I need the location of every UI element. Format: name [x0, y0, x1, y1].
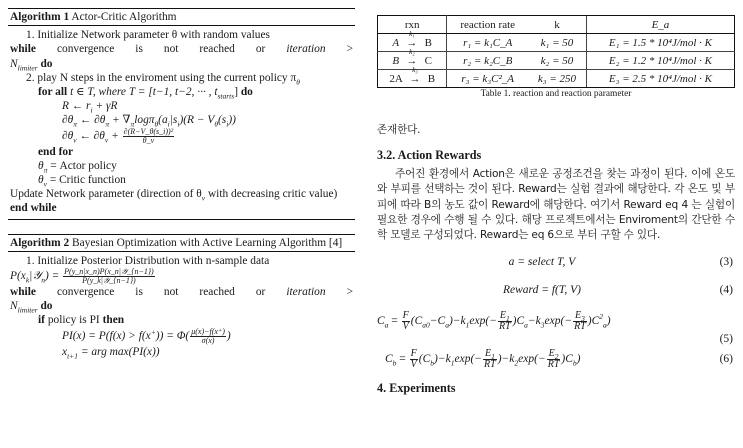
k-cell: k₃ = 250	[528, 70, 586, 88]
eq5-body: $C_a$ = $\frac{F}{V}$ $(C_{a0}-C_a)-k_1\exp(-$ $\frac{E_1}{RT}$ )$C_a-k_3\exp(-$ $\frac{E_3}{RT}$ )$C^2_a$)	[377, 310, 611, 333]
table-row	[378, 52, 735, 70]
alg1-while-keyword: while	[10, 43, 36, 56]
alg1-v-plus: +	[111, 129, 119, 142]
alg2-post-lhs: P(x	[10, 270, 26, 283]
alg2-post-den: P(y_k|𝒴_{n−1})	[82, 276, 136, 286]
alg1-tpi-sub: π	[43, 165, 48, 175]
alg1-update-text: Update Network parameter (direction of θ	[10, 188, 202, 201]
alg2-pi-fraction	[190, 328, 226, 345]
algorithm-1-number: Algorithm 1	[10, 11, 70, 23]
alg2-if-text: policy is PI	[47, 314, 100, 327]
alg2-pi-eq-sup: +	[150, 326, 156, 336]
alg1-pi-si: (s	[218, 114, 227, 127]
equations-block	[377, 251, 735, 373]
header-rate: reaction rate	[447, 16, 528, 34]
alg2-if-keyword: if	[38, 314, 45, 327]
equation-5	[377, 307, 735, 335]
eq4-body: Reward = f(T, V)	[502, 284, 582, 297]
section-4-heading: 4. Experiments	[377, 381, 456, 396]
alg2-if	[10, 313, 353, 327]
left-column	[8, 0, 355, 362]
alg1-pi-update: $\partial\theta_\pi$ ← $\partial\theta_\pi + \nabla_\pi\log\pi_\theta(a_i|s_i)(R - V_\theta(s_i))$	[62, 114, 236, 129]
algorithm-1-box	[8, 8, 355, 220]
eq5-number: (5)	[719, 333, 733, 346]
alg2-xt-sub: t+1	[67, 350, 78, 360]
alg1-tv-sub: v	[43, 179, 47, 189]
alg1-v-rest: ← ∂θ	[79, 129, 105, 142]
alg1-nlim: N	[10, 57, 18, 70]
rxn-cell: 2A k₃ → B	[378, 70, 447, 88]
header-ea: E_a	[586, 16, 734, 34]
section-3-2-heading: 3.2. Action Rewards	[377, 148, 482, 163]
alg1-do-keyword: do	[40, 57, 53, 70]
alg1-for-text: t ∈ T, where T = [t−1, t−2, ··· , t	[70, 86, 218, 99]
table-row	[378, 70, 735, 88]
algorithm-2-body	[8, 252, 355, 362]
alg2-post-lhs-end: ) =	[44, 270, 60, 283]
alg1-pi-s: |s	[169, 114, 178, 127]
alg2-nlim-sub: limiter	[17, 305, 38, 315]
alg1-v-frac-num: ∂(R−V_θ(s_i))²	[123, 126, 174, 136]
alg2-pi-eq-lhs: PI(x) = P(f(x) > f(x	[62, 329, 151, 342]
alg1-pi-line: ∂θ	[62, 114, 74, 127]
alg2-while	[10, 285, 353, 299]
alg2-post-lhs-sub: k	[25, 275, 30, 285]
alg1-for-keyword: for all	[38, 86, 68, 99]
eq3-number: (3)	[719, 256, 733, 269]
table-row	[378, 34, 735, 52]
alg1-pi-log: logπ	[134, 114, 155, 127]
alg1-r-line: R ← r	[62, 100, 91, 113]
alg1-tv: θ	[38, 174, 44, 187]
alg1-pi-rest: ← ∂θ	[79, 114, 106, 127]
alg2-pi-frac-num: μ(x)−f(x⁺)	[191, 326, 225, 336]
right-column	[377, 15, 735, 396]
ea-cell: E₂ = 1.2 * 10⁴J/mol · K	[586, 52, 734, 70]
alg1-pi-nabla: + ∇	[111, 114, 131, 127]
ea-cell: E₃ = 2.5 * 10⁴J/mol · K	[586, 70, 734, 88]
alg1-for-sub: starts	[217, 91, 235, 101]
alg2-step-1: 1. Initialize Posterior Distribution with n-sample data	[26, 254, 270, 267]
alg1-theta-v	[10, 173, 353, 187]
section-3-2-paragraph: 주어진 환경에서 Action은 새로운 공정조건을 찾는 과정이 된다. 이에 온도와 부피를 선택하는 것이 된다. Reward는 실험 결과에 해당한다. 각 온도 및 부피에 따라 B의 농도 값이 Reward에 해당한다. 여기서 Reward eq 4 는 실험이 필요한 경우에 수행 될 수 있다. 해당 프로젝트에서는 Enviroment의 간단한 수학 모델로 구성되었다. Reward는 eq 6으로 부터 구할 수 있다.	[377, 168, 735, 242]
alg1-pi-close: ))	[228, 114, 236, 127]
alg1-for-end: ]	[234, 86, 238, 99]
alg2-post-lhs-sub2: n	[41, 275, 45, 285]
k-cell: k₂ = 50	[528, 52, 586, 70]
alg1-endwhile: end while	[10, 202, 57, 215]
alg1-for: for all t ∈ T, where T = [t−1, t−2, ··· , $t_{starts}$] do	[38, 86, 253, 101]
alg2-while-keyword: while	[10, 286, 36, 299]
equation-3	[377, 251, 735, 273]
alg2-limiter	[10, 299, 353, 313]
alg2-gt: >	[346, 286, 353, 299]
algorithm-1-title	[8, 9, 355, 26]
alg2-pi-eq-end: )	[226, 329, 231, 342]
equation-4	[377, 279, 735, 301]
alg2-posterior-fraction	[63, 268, 155, 285]
alg1-tpi-rest: = Actor policy	[50, 159, 117, 172]
eq3-body: a = select T, V	[508, 256, 576, 269]
alg2-pi-eq	[10, 328, 353, 345]
alg1-step-2	[10, 71, 353, 85]
alg1-tv-rest: = Critic function	[49, 174, 126, 187]
header-k: k	[528, 16, 586, 34]
alg1-r-rest: + γR	[95, 100, 118, 113]
algorithm-2-number: Algorithm 2	[10, 236, 70, 249]
equation-6	[377, 345, 735, 373]
alg1-theta-pi	[10, 159, 353, 173]
eq4-number: (4)	[719, 284, 733, 297]
rxn-cell: A k₁ → B	[378, 34, 447, 52]
exists-text: 존재한다.	[377, 124, 421, 136]
alg2-then-keyword: then	[102, 314, 125, 327]
rxn-cell: B k₂ → C	[378, 52, 447, 70]
algorithm-2-box	[8, 234, 355, 362]
alg2-nlim: N	[10, 300, 18, 313]
algorithm-1-name: Actor-Critic Algorithm	[71, 11, 177, 23]
alg1-endfor: end for	[38, 145, 74, 158]
alg2-while-text: convergence is not reached or	[56, 286, 266, 299]
table-caption: Table 1. reaction and reaction parameter	[480, 89, 632, 99]
eq6-number: (6)	[719, 353, 733, 366]
alg2-iteration: iteration	[286, 286, 326, 299]
alg1-step-1: 1. Initialize Network parameter θ with random values	[26, 29, 270, 42]
alg2-x-update	[10, 345, 353, 359]
alg1-pi-sub: π	[73, 119, 77, 129]
alg1-pi-a: (a	[158, 114, 168, 127]
alg1-v-fraction	[123, 128, 174, 145]
alg1-while-text: convergence is not reached or	[56, 43, 266, 56]
alg1-pi-rv: )(R − V	[179, 114, 215, 127]
alg2-do-keyword: do	[40, 300, 53, 313]
alg1-v-update: $\partial\theta_v$ ← $\partial\theta_v$ + $\frac{\text{∂(R−V\_θ(s\_i))²}}{\theta\_v}$	[62, 126, 174, 145]
alg1-iteration: iteration	[286, 43, 326, 56]
alg2-post-num: P(y_n|x_n)P(x_n|𝒴_{n−1})	[64, 267, 154, 277]
alg2-pi-frac-den: σ(x)	[201, 335, 215, 345]
alg1-nlim-sub: limiter	[17, 62, 38, 72]
rate-cell: r₂ = k₂C_B	[447, 52, 528, 70]
alg2-post-lhs-rest: |𝒴	[29, 270, 42, 283]
algorithm-2-name: Bayesian Optimization with Active Learning Algorithm [4]	[72, 236, 343, 249]
rate-cell: r₃ = k₃C²_A	[447, 70, 528, 88]
alg1-tpi: θ	[38, 159, 44, 172]
alg1-r-update	[10, 99, 353, 113]
alg2-posterior	[10, 268, 353, 285]
eq6-body: $C_b$ = $\frac{F}{V}$ $(C_b)-k_1\exp(-$ $\frac{E_1}{RT}$ )$-k_2\exp(-$ $\frac{E_2}{RT}$ )$C_b$)	[385, 348, 581, 371]
alg1-gt: >	[346, 43, 353, 56]
alg1-while	[10, 42, 353, 56]
reaction-table-header	[378, 16, 735, 34]
alg1-step-2-text: 2. play N steps in the enviroment using the current policy π	[26, 71, 297, 84]
alg1-v-sub: v	[73, 135, 77, 145]
reaction-table	[377, 15, 735, 88]
alg1-update	[0, 187, 353, 201]
alg1-v-line: ∂θ	[62, 129, 74, 142]
alg1-update-rest: with decreasing critic value)	[207, 188, 338, 201]
alg1-limiter	[10, 57, 353, 71]
alg2-xt: x	[62, 345, 68, 358]
alg1-v-frac-den: θ_v	[142, 135, 155, 145]
header-rxn: rxn	[378, 16, 447, 34]
rate-cell: r₁ = k₁C_A	[447, 34, 528, 52]
alg1-r-sub: i	[90, 105, 93, 115]
alg1-step-2-sub: θ	[296, 77, 300, 87]
algorithm-2-title	[8, 235, 355, 252]
alg2-xt-rest: = arg max(PI(x))	[80, 345, 160, 358]
alg1-update-sub: v	[201, 193, 206, 203]
algorithm-1-body	[8, 26, 355, 218]
ea-cell: E₁ = 1.5 * 10⁴J/mol · K	[586, 34, 734, 52]
alg2-pi-eq-rest: )) = Φ(	[155, 329, 190, 342]
k-cell: k₁ = 50	[528, 34, 586, 52]
